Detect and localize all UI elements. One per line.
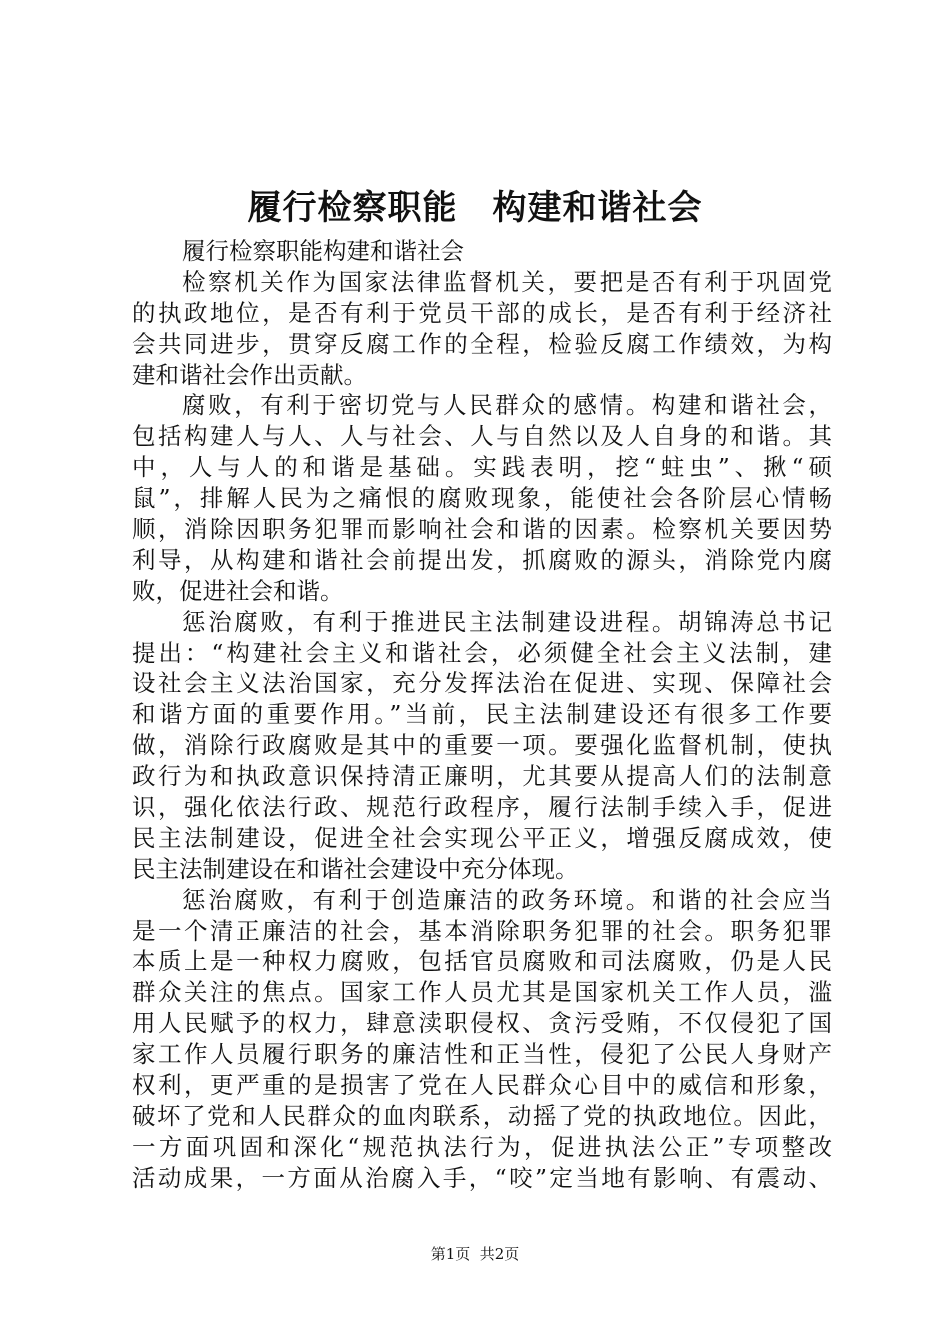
text-line: 会共同进步，贯穿反腐工作的全程，检验反腐工作绩效，为构 [132,329,832,358]
text-line: 一方面巩固和深化“规范执法行为，促进执法公正”专项整改 [132,1132,832,1161]
text-line: 是一个清正廉洁的社会，基本消除职务犯罪的社会。职务犯罪 [132,916,832,945]
text-line: 设社会主义法治国家，充分发挥法治在促进、实现、保障社会 [132,669,832,698]
text-line: 检察机关作为国家法律监督机关，要把是否有利于巩固党 [182,267,832,296]
text-line: 惩治腐败，有利于推进民主法制建设进程。胡锦涛总书记 [182,607,832,636]
text-line: 履行检察职能构建和谐社会 [182,237,464,265]
text-line: 活动成果，一方面从治腐入手，“咬”定当地有影响、有震动、 [132,1163,832,1192]
text-line: 鼠”，排解人民为之痛恨的腐败现象，能使社会各阶层心情畅 [132,484,832,513]
document-title: 履行检察职能 构建和谐社会 [247,188,703,228]
text-line: 建和谐社会作出贡献。 [132,360,367,389]
text-line: 惩治腐败，有利于创造廉洁的政务环境。和谐的社会应当 [182,885,832,914]
text-line: 识，强化依法行政、规范行政程序，履行法制手续入手，促进 [132,793,832,822]
text-line: 败，促进社会和谐。 [132,576,344,605]
text-line: 民主法制建设，促进全社会实现公平正义，增强反腐成效，使 [132,823,832,852]
page-number-footer: 第1页 共2页 [430,1245,520,1263]
text-line: 和谐方面的重要作用。”当前，民主法制建设还有很多工作要 [132,700,832,729]
document-body [132,236,832,1194]
text-line: 用人民赋予的权力，肆意渎职侵权、贪污受贿，不仅侵犯了国 [132,1009,832,1038]
text-line: 利导，从构建和谐社会前提出发，抓腐败的源头，消除党内腐 [132,545,832,574]
text-line: 群众关注的焦点。国家工作人员尤其是国家机关工作人员，滥 [132,978,832,1007]
text-line: 的执政地位，是否有利于党员干部的成长，是否有利于经济社 [132,298,832,327]
text-line: 政行为和执政意识保持清正廉明，尤其要从提高人们的法制意 [132,762,832,791]
text-line: 破坏了党和人民群众的血肉联系，动摇了党的执政地位。因此， [132,1101,832,1130]
text-line: 做，消除行政腐败是其中的重要一项。要强化监督机制，使执 [132,731,832,760]
text-line: 中，人与人的和谐是基础。实践表明，挖“蛀虫”、揪“硕 [132,453,832,482]
text-line: 包括构建人与人、人与社会、人与自然以及人自身的和谐。其 [132,422,832,451]
text-line: 腐败，有利于密切党与人民群众的感情。构建和谐社会， [182,391,832,420]
text-line: 本质上是一种权力腐败，包括官员腐败和司法腐败，仍是人民 [132,947,832,976]
text-line: 提出：“构建社会主义和谐社会，必须健全社会主义法制，建 [132,638,832,667]
text-line: 民主法制建设在和谐社会建设中充分体现。 [132,854,579,883]
text-line: 顺，消除因职务犯罪而影响社会和谐的因素。检察机关要因势 [132,515,832,544]
text-line: 权利，更严重的是损害了党在人民群众心目中的威信和形象， [132,1071,832,1100]
text-line: 家工作人员履行职务的廉洁性和正当性，侵犯了公民人身财产 [132,1040,832,1069]
